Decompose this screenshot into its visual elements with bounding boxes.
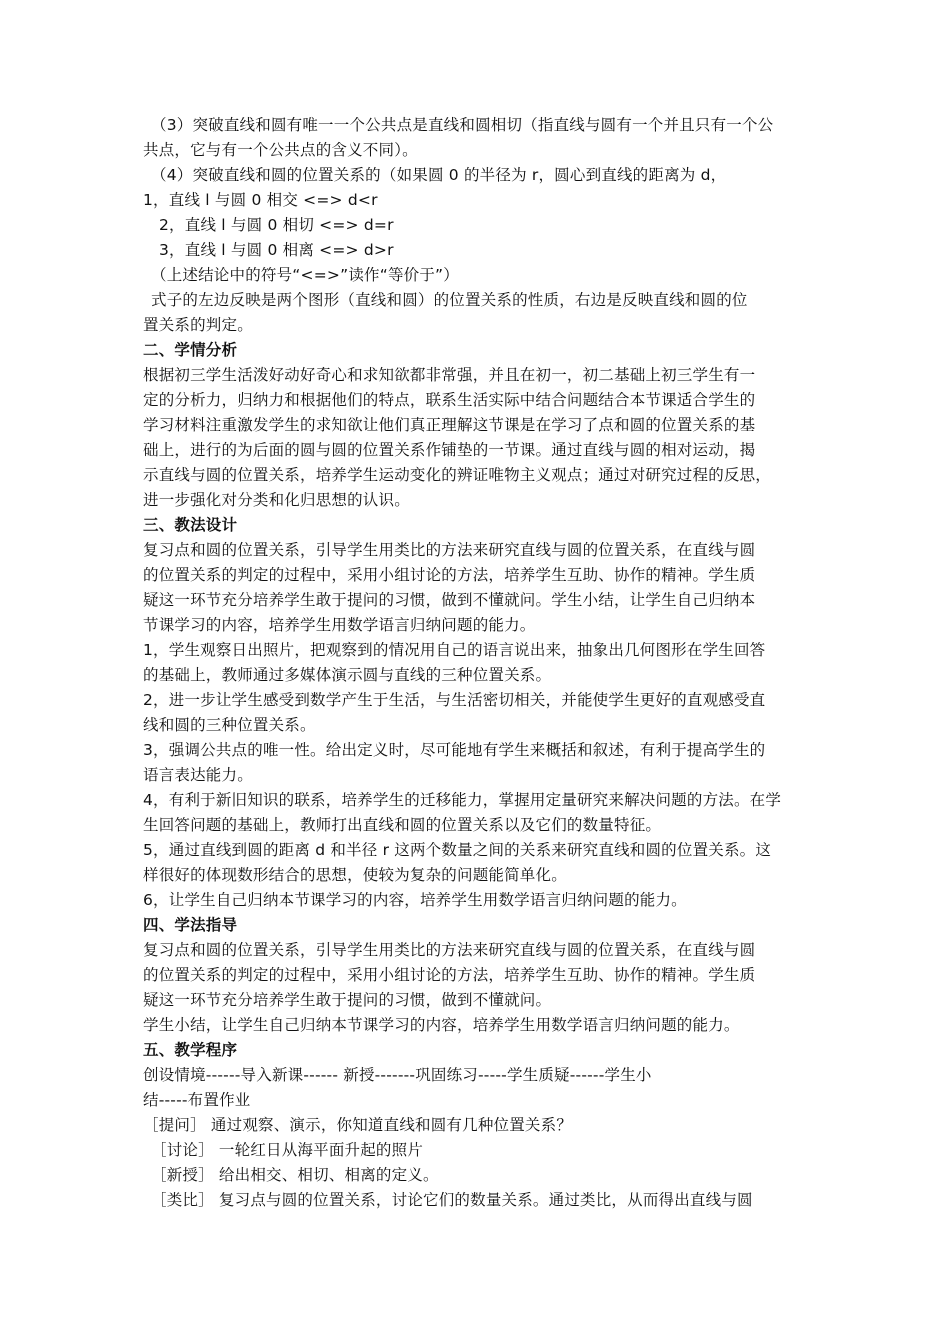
- section-heading: 二、学情分析: [143, 341, 238, 359]
- text-line: 的位置关系的判定的过程中，采用小组讨论的方法，培养学生互助、协作的精神。学生质: [143, 566, 756, 584]
- text-line: （4）突破直线和圆的位置关系的（如果圆 0 的半径为 r，圆心到直线的距离为 d，: [151, 166, 727, 184]
- text-line: 节课学习的内容，培养学生用数学语言归纳问题的能力。: [143, 616, 536, 634]
- text-line: 示直线与圆的位置关系，培养学生运动变化的辨证唯物主义观点；通过对研究过程的反思，: [143, 466, 772, 484]
- text-line: 1，学生观察日出照片，把观察到的情况用自己的语言说出来，抽象出几何图形在学生回答: [143, 641, 766, 659]
- text-line: 语言表达能力。: [143, 766, 253, 784]
- text-line: ［新授］ 给出相交、相切、相离的定义。: [151, 1166, 439, 1184]
- text-line: 疑这一环节充分培养学生敢于提问的习惯，做到不懂就问。学生小结，让学生自己归纳本: [143, 591, 756, 609]
- text-line: 4，有利于新旧知识的联系，培养学生的迁移能力，掌握用定量研究来解决问题的方法。在学: [143, 791, 782, 809]
- text-line: 生回答问题的基础上，教师打出直线和圆的位置关系以及它们的数量特征。: [143, 816, 662, 834]
- text-line: 创设情境------导入新课------ 新授-------巩固练习-----学生质疑------学生小: [143, 1066, 652, 1084]
- section-heading: 三、教法设计: [143, 516, 238, 534]
- text-line: 学习材料注重激发学生的求知欲让他们真正理解这节课是在学习了点和圆的位置关系的基: [143, 416, 756, 434]
- text-line: 3，强调公共点的唯一性。给出定义时，尽可能地有学生来概括和叙述，有利于提高学生的: [143, 741, 766, 759]
- text-line: 础上，进行的为后面的圆与圆的位置关系作铺垫的一节课。通过直线与圆的相对运动，揭: [143, 441, 756, 459]
- text-line: 式子的左边反映是两个图形（直线和圆）的位置关系的性质，右边是反映直线和圆的位: [151, 291, 748, 309]
- section-heading: 五、教学程序: [143, 1041, 238, 1059]
- text-line: 3，直线 l 与圆 0 相离 <=> d>r: [159, 241, 394, 259]
- text-line: ［讨论］ 一轮红日从海平面升起的照片: [151, 1141, 424, 1159]
- text-line: 5，通过直线到圆的距离 d 和半径 r 这两个数量之间的关系来研究直线和圆的位置关系。这: [143, 841, 772, 859]
- text-line: ［提问］ 通过观察、演示，你知道直线和圆有几种位置关系？: [143, 1116, 573, 1134]
- text-line: 1，直线 l 与圆 0 相交 <=> d<r: [143, 191, 378, 209]
- text-line: 进一步强化对分类和化归思想的认识。: [143, 491, 410, 509]
- section-heading: 四、学法指导: [143, 916, 238, 934]
- text-line: ［类比］ 复习点与圆的位置关系，讨论它们的数量关系。通过类比，从而得出直线与圆: [151, 1191, 753, 1209]
- text-line: （3）突破直线和圆有唯一一个公共点是直线和圆相切（指直线与圆有一个并且只有一个公: [151, 116, 774, 134]
- text-line: 复习点和圆的位置关系，引导学生用类比的方法来研究直线与圆的位置关系，在直线与圆: [143, 941, 756, 959]
- text-line: 结-----布置作业: [143, 1091, 251, 1109]
- text-line: 6，让学生自己归纳本节课学习的内容，培养学生用数学语言归纳问题的能力。: [143, 891, 687, 909]
- text-line: （上述结论中的符号“<=>”读作“等价于”）: [151, 266, 459, 284]
- text-line: 2，直线 l 与圆 0 相切 <=> d=r: [159, 216, 394, 234]
- text-line: 样很好的体现数形结合的思想，使较为复杂的问题能简单化。: [143, 866, 567, 884]
- text-line: 置关系的判定。: [143, 316, 253, 334]
- text-line: 的基础上，教师通过多媒体演示圆与直线的三种位置关系。: [143, 666, 552, 684]
- text-line: 线和圆的三种位置关系。: [143, 716, 316, 734]
- text-line: 定的分析力，归纳力和根据他们的特点，联系生活实际中结合问题结合本节课适合学生的: [143, 391, 756, 409]
- text-line: 疑这一环节充分培养学生敢于提问的习惯，做到不懂就问。: [143, 991, 552, 1009]
- text-line: 的位置关系的判定的过程中，采用小组讨论的方法，培养学生互助、协作的精神。学生质: [143, 966, 756, 984]
- text-line: 学生小结，让学生自己归纳本节课学习的内容，培养学生用数学语言归纳问题的能力。: [143, 1016, 740, 1034]
- text-line: 复习点和圆的位置关系，引导学生用类比的方法来研究直线与圆的位置关系，在直线与圆: [143, 541, 756, 559]
- text-line: 共点，它与有一个公共点的含义不同）。: [143, 141, 418, 159]
- document-body: [143, 113, 815, 1213]
- text-line: 根据初三学生活泼好动好奇心和求知欲都非常强，并且在初一，初二基础上初三学生有一: [143, 366, 756, 384]
- text-line: 2，进一步让学生感受到数学产生于生活，与生活密切相关，并能使学生更好的直观感受直: [143, 691, 766, 709]
